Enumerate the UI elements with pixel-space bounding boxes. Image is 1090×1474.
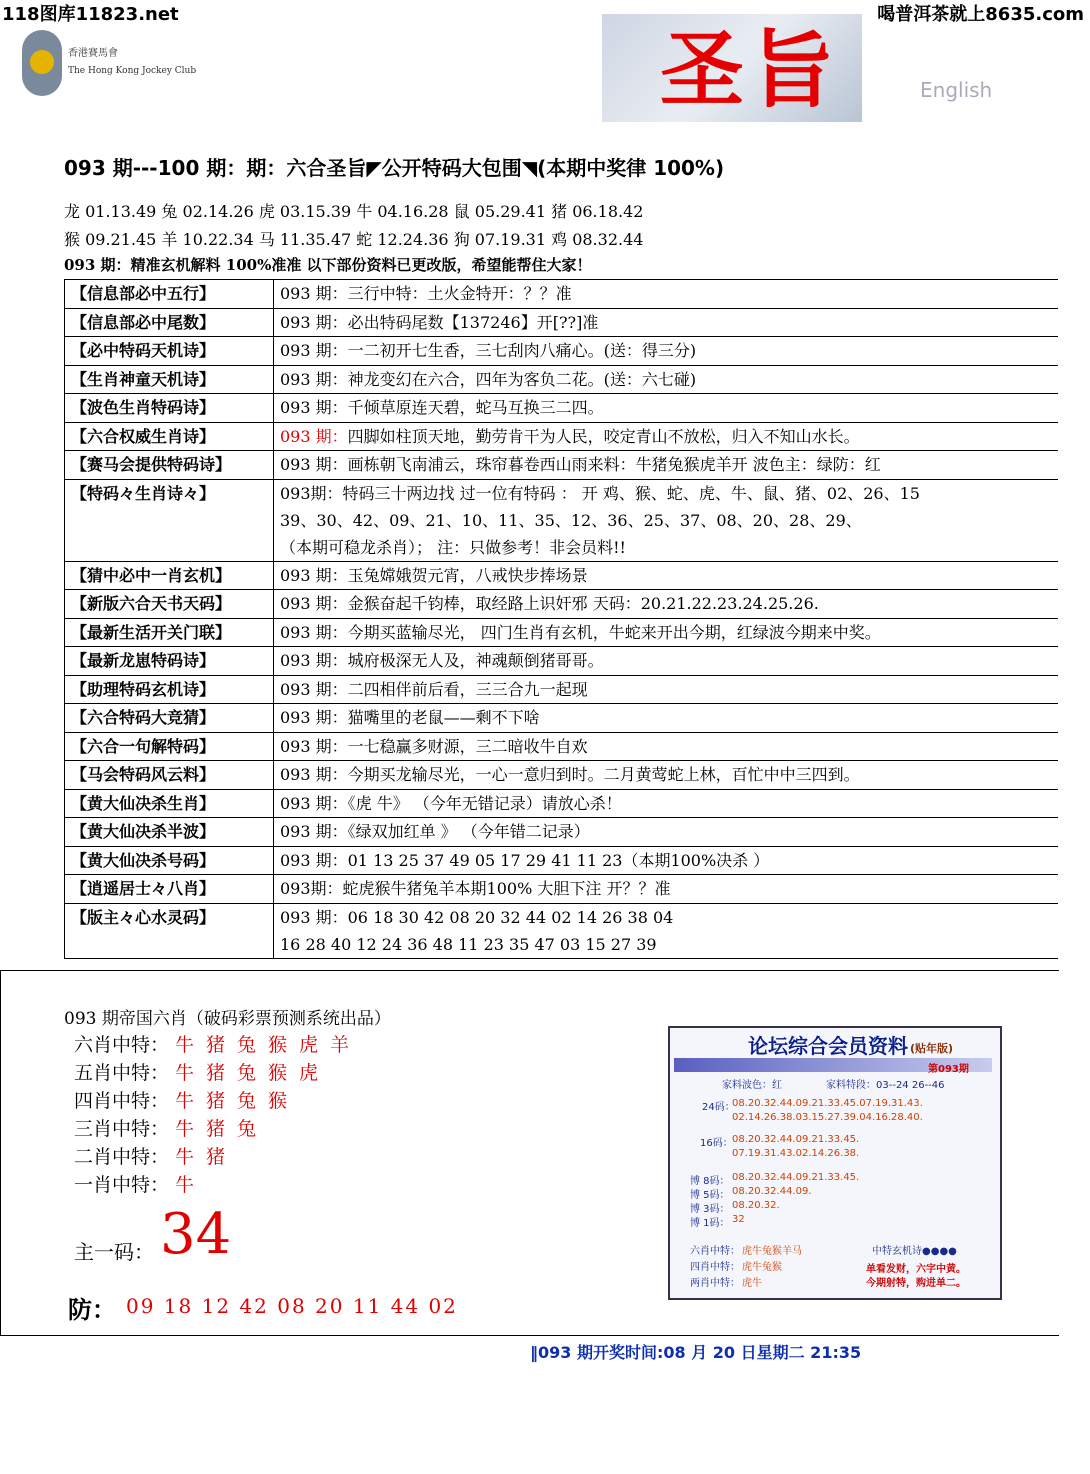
banner-title: 圣旨 [660, 20, 841, 119]
row-label: 【马会特码风云料】 [65, 761, 274, 790]
row-value-text: 093期：蛇虎猴牛猪兔羊本期100% 大胆下注 开？？准 [280, 879, 671, 898]
six-row-label: 四肖中特： [74, 1090, 170, 1112]
english-link[interactable]: English [920, 78, 993, 102]
inset-poem-line: 单看发财，六字中黄。 [866, 1264, 966, 1275]
six-row-value: 牛猪兔猴虎 [175, 1062, 331, 1084]
table-row [65, 818, 1059, 847]
row-value [274, 280, 1059, 309]
inset-label: 博 3码： [690, 1204, 730, 1215]
table-row [65, 337, 1059, 366]
logo-cn-text: 香港賽馬會 [68, 48, 118, 59]
inset-value: 02.14.26.38.03.15.27.39.04.16.28.40. [732, 1112, 923, 1123]
row-label: 【最新生活开关门联】 [65, 618, 274, 647]
row-value-text: 093 期：城府极深无人及，神魂颠倒猪哥哥。 [280, 651, 604, 670]
inset-color-row: 家料波色：红 [722, 1080, 782, 1091]
zodiac-row: 龙 01.13.49 兔 02.14.26 虎 03.15.39 牛 04.16.28 鼠 05.29.41 猪 06.18.42 [64, 202, 644, 221]
inset-poem-line: 今期射特，购进单二。 [866, 1278, 966, 1289]
row-value-text: 093 期：二四相伴前后看，三三合九一起现 [280, 679, 588, 699]
row-label: 【六合权威生肖诗】 [65, 422, 274, 451]
row-value-text: 093 期：《虎 牛》 （今年无错记录）请放心杀！ [280, 793, 622, 813]
six-row-value: 牛猪兔猴虎羊 [175, 1034, 362, 1056]
row-value [274, 479, 1059, 561]
inset-label: 四肖中特： [690, 1262, 740, 1273]
six-row [74, 1114, 268, 1141]
logo-en-text: The Hong Kong Jockey Club [68, 66, 197, 76]
inset-label: 16码： [700, 1138, 733, 1149]
table-row [65, 846, 1059, 875]
row-label: 【黄大仙决杀生肖】 [65, 789, 274, 818]
row-value-text: 093 期：三行中特：土火金特开：？？准 [280, 284, 572, 303]
inset-value: 07.19.31.43.02.14.26.38. [732, 1148, 860, 1159]
table-row [65, 308, 1059, 337]
inset-label: 博 1码： [690, 1218, 730, 1229]
table-row [65, 590, 1059, 619]
row-label: 【波色生肖特码诗】 [65, 394, 274, 423]
inset-label: 博 8码： [690, 1176, 730, 1187]
six-row-label: 五肖中特： [74, 1062, 170, 1084]
row-label: 【黄大仙决杀号码】 [65, 846, 274, 875]
row-value [274, 789, 1059, 818]
row-label: 【特码々生肖诗々】 [65, 479, 274, 561]
main-code-label: 主一码： [74, 1240, 154, 1264]
row-value-text: 093 期：今期买蓝输尽光， 四门生肖有玄机，牛蛇来开出今期，红绿波今期来中奖。 [280, 622, 881, 642]
draw-time: ‖093 期开奖时间:08 月 20 日星期二 21:35 [530, 1343, 862, 1362]
table-row [65, 618, 1059, 647]
site-right-link[interactable]: 喝普洱茶就上8635.com [877, 4, 1084, 25]
row-value [274, 618, 1059, 647]
main-code-number: 34 [160, 1202, 232, 1267]
row-value-text: 093 期：金猴奋起千钧棒，取经路上识奸邪 天码：20.21.22.23.24.25.26. [280, 594, 819, 613]
row-value [274, 394, 1059, 423]
row-value [274, 308, 1059, 337]
row-label: 【新版六合天书天码】 [65, 590, 274, 619]
row-label: 【信息部必中尾数】 [65, 308, 274, 337]
table-row [65, 875, 1059, 904]
row-value-text: 093 期：一二初开七生香，三七刮肉八痛心。(送：得三分) [280, 341, 697, 360]
six-row [74, 1170, 206, 1197]
jockey-club-logo [22, 30, 62, 96]
six-row-value: 牛 [175, 1174, 207, 1196]
row-value [274, 365, 1059, 394]
inset-value: 32 [732, 1214, 745, 1225]
table-row [65, 761, 1059, 790]
row-label: 【黄大仙决杀半波】 [65, 818, 274, 847]
zodiac-row: 猴 09.21.45 羊 10.22.34 马 11.35.47 蛇 12.24.36 狗 07.19.31 鸡 08.32.44 [64, 230, 644, 249]
six-title: 093 期帝国六肖（破码彩票预测系统出品） [64, 1009, 391, 1029]
row-value-text: 093 期：01 13 25 37 49 05 17 29 41 11 23（本期100%决杀 ） [280, 850, 770, 870]
six-row-value: 牛猪兔猴 [175, 1090, 300, 1112]
row-value [274, 675, 1059, 704]
row-label: 【赛马会提供特码诗】 [65, 451, 274, 480]
row-value [274, 647, 1059, 676]
row-value-text: 093 期：玉兔嫦娥贺元宵，八戒快步捧场景 [280, 565, 588, 585]
row-label: 【六合特码大竞猜】 [65, 704, 274, 733]
row-value [274, 846, 1059, 875]
row-value-line: 093期：特码三十两边找 过一位有特码 ： 开 鸡、猴、蛇、虎、牛、鼠、猪、02、26、15 [280, 483, 920, 503]
row-value [274, 732, 1059, 761]
row-value [274, 704, 1059, 733]
inset-title: 论坛综合会员资料 [748, 1034, 908, 1058]
row-value [274, 451, 1059, 480]
table-row [65, 903, 1059, 958]
row-value-text: 093 期：猫嘴里的老鼠——剩不下啥 [280, 708, 540, 727]
table-row [65, 394, 1059, 423]
row-value-text: 093 期：必出特码尾数【137246】开[??]准 [280, 312, 599, 332]
inset-value: 虎牛 [742, 1278, 762, 1289]
row-value [274, 761, 1059, 790]
row-label: 【助理特码玄机诗】 [65, 675, 274, 704]
inset-special-row: 家料特段：03--24 26--46 [826, 1080, 945, 1091]
row-value [274, 590, 1059, 619]
row-value-line: （本期可稳龙杀肖）； 注：只做参考！非会员料!! [280, 537, 626, 557]
inset-label: 24码： [702, 1102, 735, 1113]
row-label: 【版主々心水灵码】 [65, 903, 274, 958]
row-value-text: 093 期：神龙变幻在六合，四年为客负二花。(送：六七碰) [280, 369, 697, 389]
row-label: 【逍遥居士々八肖】 [65, 875, 274, 904]
inset-tag: (贴年版) [910, 1042, 954, 1055]
six-row [74, 1030, 361, 1057]
row-value [274, 903, 1059, 958]
table-row [65, 647, 1059, 676]
table-row [65, 704, 1059, 733]
row-label: 【生肖神童天机诗】 [65, 365, 274, 394]
six-row-label: 三肖中特： [74, 1118, 170, 1140]
row-label: 【信息部必中五行】 [65, 280, 274, 309]
inset-value: 虎牛兔猴 [742, 1262, 782, 1273]
row-value-text: 093 期：今期买龙输尽光，一心一意归到时。二月黄莺蛇上林，百忙中中三四到。 [280, 765, 860, 784]
row-value-prefix: 093 期： [280, 426, 348, 446]
table-row [65, 675, 1059, 704]
row-value-text: 093 期：《绿双加红单 》 （今年错二记录） [280, 822, 590, 841]
site-left-link[interactable]: 118图库11823.net [2, 4, 179, 25]
inset-poem-label: 中特玄机诗●●●● [872, 1246, 957, 1257]
fang-label: 防： [68, 1295, 116, 1324]
six-row-label: 一肖中特： [74, 1174, 170, 1196]
six-row-value: 牛猪兔 [175, 1118, 269, 1140]
inset-label: 两肖中特： [690, 1278, 740, 1289]
six-row-label: 六肖中特： [74, 1034, 170, 1056]
inset-label: 六肖中特： [690, 1246, 740, 1257]
row-label: 【最新龙崽特码诗】 [65, 647, 274, 676]
row-value-line: 39、30、42、09、21、10、11、35、12、36、25、37、08、20、28、29、 [280, 510, 862, 530]
row-value [274, 818, 1059, 847]
inset-value: 08.20.32.44.09. [732, 1186, 812, 1197]
row-value-text: 093 期：一七稳赢多财源，三二暗收牛自欢 [280, 736, 588, 756]
table-row [65, 451, 1059, 480]
row-value [274, 422, 1059, 451]
table-row [65, 561, 1059, 590]
table-row [65, 479, 1059, 561]
table-row [65, 365, 1059, 394]
intro-text: 093 期：精准玄机解料 100%准准 以下部份资料已更改版，希望能帮住大家！ [64, 256, 592, 274]
six-row [74, 1086, 299, 1113]
predictions-table [64, 279, 1058, 959]
row-value-text: 093 期：画栋朝飞南浦云，珠帘暮卷西山雨来料：牛猪兔猴虎羊开 波色主：绿防：红 [280, 455, 881, 474]
row-value-line: 16 28 40 12 24 36 48 11 23 35 47 03 15 27 39 [280, 934, 657, 954]
inset-value: 虎牛兔猴羊马 [742, 1246, 802, 1257]
six-row-label: 二肖中特： [74, 1146, 170, 1168]
row-value-text: 四脚如柱顶天地，勤劳肯干为人民，咬定青山不放松，归入不知山水长。 [347, 426, 860, 446]
table-row [65, 280, 1059, 309]
row-value-line: 093 期：06 18 30 42 08 20 32 44 02 14 26 38 04 [280, 907, 674, 927]
table-row [65, 789, 1059, 818]
fang-numbers: 09 18 12 42 08 20 11 44 02 [126, 1294, 458, 1318]
inset-issue: 第093期 [928, 1064, 969, 1075]
row-value [274, 561, 1059, 590]
table-row [65, 422, 1059, 451]
inset-value: 08.20.32.44.09.21.33.45. [732, 1172, 860, 1183]
page-title: 093 期---100 期：期：六合圣旨◤公开特码大包围◥(本期中奖律 100%) [64, 156, 725, 180]
six-row [74, 1142, 237, 1169]
row-value [274, 337, 1059, 366]
row-label: 【猜中必中一肖玄机】 [65, 561, 274, 590]
row-value [274, 875, 1059, 904]
inset-value: 08.20.32.44.09.21.33.45. [732, 1134, 860, 1145]
six-row-value: 牛猪 [175, 1146, 238, 1168]
inset-value: 08.20.32.44.09.21.33.45.07.19.31.43. [732, 1098, 923, 1109]
row-label: 【六合一句解特码】 [65, 732, 274, 761]
row-value-text: 093 期：千倾草原连天碧，蛇马互换三二四。 [280, 398, 604, 417]
inset-label: 博 5码： [690, 1190, 730, 1201]
six-row [74, 1058, 330, 1085]
table-row [65, 732, 1059, 761]
row-label: 【必中特码天机诗】 [65, 337, 274, 366]
inset-value: 08.20.32. [732, 1200, 780, 1211]
